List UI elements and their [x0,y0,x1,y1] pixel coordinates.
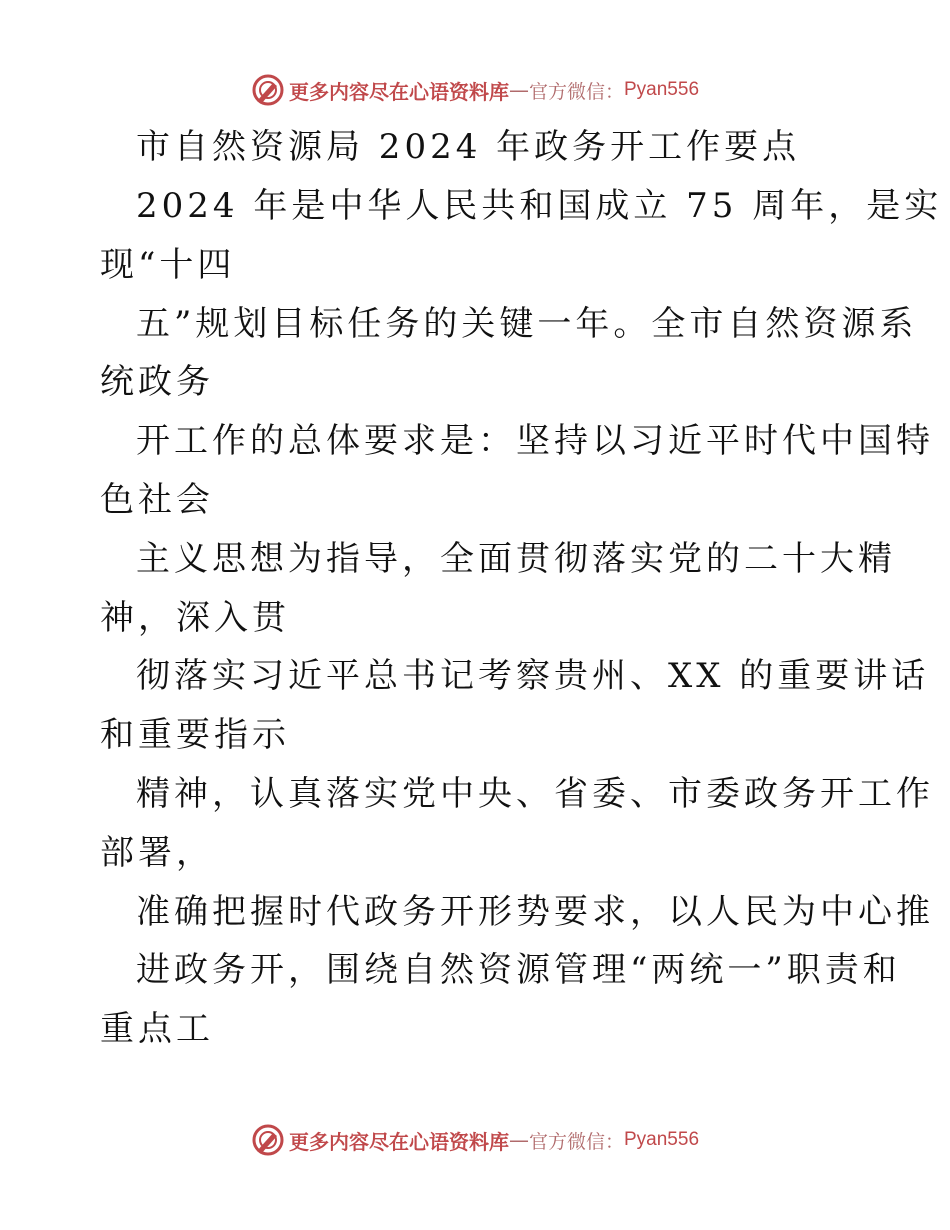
text-line: 五”规划目标任务的关键一年。全市自然资源系 [136,304,918,344]
text-line: 进政务开，围绕自然资源管理“两统一”职责和 [136,950,901,990]
watermark-dash: — [508,78,529,102]
text-line: 现“十四 [100,245,236,285]
text-line: 开工作的总体要求是：坚持以习近平时代中国特 [136,421,934,461]
text-line: 准确把握时代政务开形势要求，以人民为中心推 [136,892,934,932]
text-line: 神，深入贯 [100,598,290,638]
pen-logo-icon [251,1123,285,1157]
text-line: 彻落实习近平总书记考察贵州、XX 的重要讲话 [136,656,930,696]
watermark-dash: — [508,1128,529,1152]
document-title: 市自然资源局 2024 年政务开工作要点 [136,127,801,167]
text-line: 统政务 [100,362,214,402]
watermark-wechat-label: 官方微信： [528,80,624,103]
text-line: 色社会 [100,480,214,520]
text-line: 2024 年是中华人民共和国成立 75 周年，是实 [136,186,943,226]
watermark-wechat-label: 官方微信： [528,1130,624,1153]
watermark-main-text: 更多内容尽在心语资料库 [288,79,509,104]
watermark-main-text: 更多内容尽在心语资料库 [288,1129,509,1154]
footer-watermark [0,1120,950,1160]
watermark-wechat-id: Pyan556 [624,79,700,100]
pen-logo-icon [251,73,285,107]
text-line: 重点工 [100,1009,214,1049]
text-line: 主义思想为指导，全面贯彻落实党的二十大精 [136,539,896,579]
text-line: 部署， [100,833,214,873]
text-line: 精神，认真落实党中央、省委、市委政务开工作 [136,774,934,814]
watermark-wechat-id: Pyan556 [624,1129,700,1150]
header-watermark [0,70,950,110]
text-line: 和重要指示 [100,715,290,755]
